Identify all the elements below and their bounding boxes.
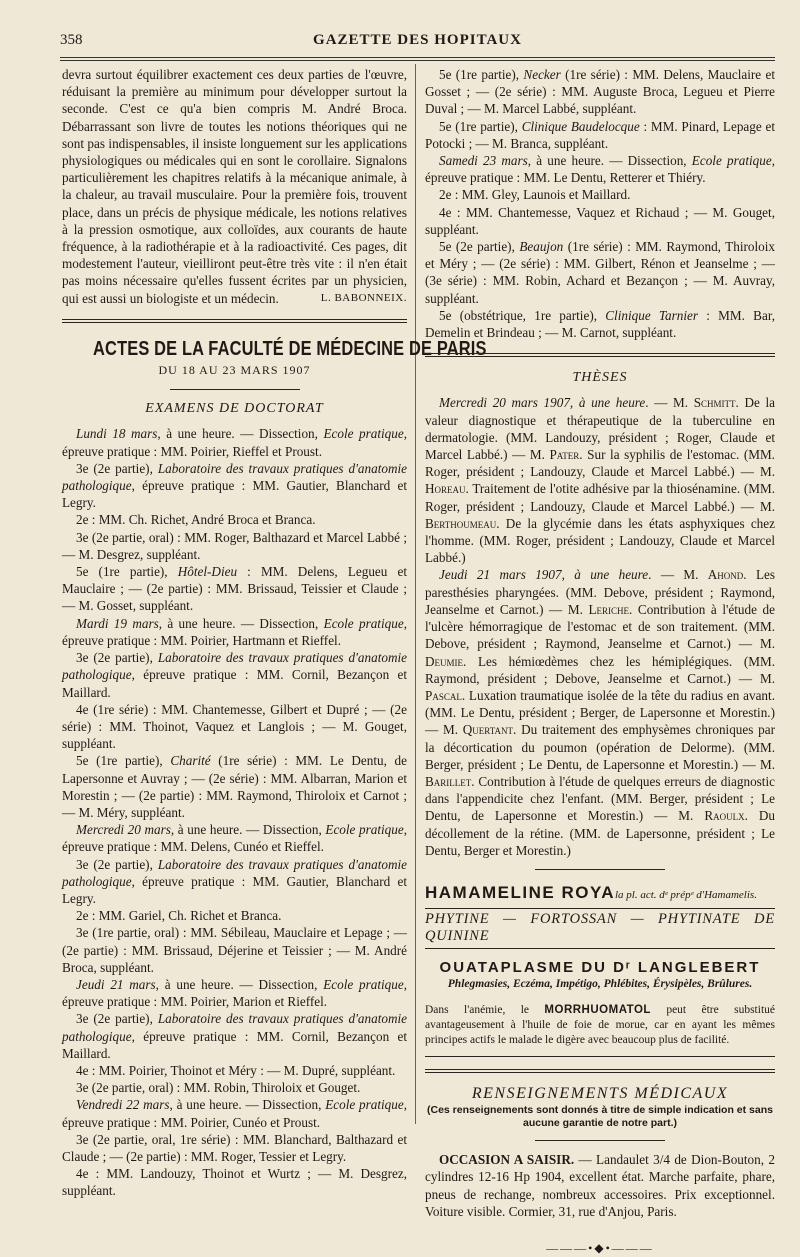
fleuron-ornament: ———•◆•——— [546, 1240, 654, 1255]
exam-entry [62, 752, 407, 821]
classified-text: — Landaulet 3/4 de Dion-Bouton, 2 cylindres 12-16 Hp 1904, excellent état. Marche parfaite, phare, pneus de rechange, nombreux accessoires. Prix exceptionnel. Voiture visible. Cormier, 31, rue d'Anjou, Paris. [425, 1152, 775, 1219]
text-run: Barillet [425, 773, 472, 789]
text-run: Laboratoire des travaux pratiques d'anatomie pathologique [62, 856, 407, 889]
classified-label: OCCASION A SAISIR. [439, 1152, 575, 1168]
text-run: . — M. [645, 395, 694, 411]
text-run: Mercredi 20 mars [76, 822, 171, 838]
text-run: , à une heure. — Dissection, [155, 976, 324, 992]
text-run: Quertant [462, 722, 514, 738]
thesis-entry [425, 394, 775, 566]
text-run: Ecole pratique [325, 1097, 404, 1113]
acts-dates: DU 18 AU 23 MARS 1907 [158, 363, 311, 378]
exam-entry [62, 856, 407, 908]
text-run: . Les hémiœdèmes chez les hémiplégiques. (MM. Raymond, président ; Debove, Jeanselme et Carnot.) — M. [425, 653, 775, 686]
text-run: , épreuve pratique : MM. Le Dentu, Retterer et Thiéry. [425, 153, 775, 186]
review-paragraph [62, 66, 407, 307]
short-rule [535, 1140, 665, 1141]
theses-list [425, 394, 775, 858]
exam-entry [425, 66, 775, 118]
exams-list-continued [425, 66, 775, 341]
exam-entry [62, 460, 407, 512]
text-run: Pascal [425, 687, 462, 703]
exam-entry [62, 1062, 407, 1079]
text-run: 4e : MM. Chantemesse, Vaquez et Richaud ; — M. Gouget, suppléant. [425, 204, 775, 237]
journal-title: GAZETTE DES HOPITAUX [313, 32, 522, 48]
text-run: 3e (2e partie), [76, 1011, 158, 1027]
text-run: , à une heure. — Dissection, [157, 426, 324, 442]
short-rule [535, 869, 665, 870]
exam-entry [62, 563, 407, 615]
text-run: Ecole pratique [325, 822, 404, 838]
text-run: , à une heure. — Dissection, [170, 822, 326, 838]
section-rule [62, 319, 407, 323]
text-run: . Du traitement des emphysèmes chroniques par la décortication du poumon (opération de Delorme). (MM. Berger, président ; Le Dentu, de Lapersonne et Morestin.) — M. [425, 722, 775, 772]
right-column [425, 66, 775, 1257]
text-run: . Sur la syphilis de l'estomac. (MM. Roger, président ; Landouzy, Claude et Marcel Labbé.) — M. [425, 447, 775, 480]
text-run: Berthoumeau [425, 515, 497, 531]
text-run: Pater [549, 447, 580, 463]
text-run: . Les paresthésies pharyngées. (MM. Debove, président ; Raymond, Jeanselme et Carnot.) — M. [425, 567, 775, 617]
text-run: , épreuve pratique : MM. Gautier, Blanchard et Legry. [62, 873, 407, 906]
text-run: Samedi 23 mars [439, 153, 528, 169]
text-run: , épreuve pratique : MM. Cornil, Bezançon et Maillard. [62, 1028, 407, 1061]
text-run: 3e (2e partie, oral) : MM. Roger, Balthazard et Marcel Labbé ; — M. Desgrez, suppléant. [62, 529, 407, 562]
text-run: . De la glycémie dans les états asphyxiques chez l'homme. (MM. Roger, président ; Landouzy, Claude et Marcel Labbé.) [425, 515, 775, 566]
exams-list [62, 425, 407, 1199]
text-run: Hôtel-Dieu [177, 564, 238, 580]
acts-title: ACTES DE LA FACULTÉ DE MÉDECINE DE PARIS [93, 337, 487, 360]
text-run: . — M. [648, 567, 708, 583]
short-rule [170, 389, 300, 390]
text-run: , épreuve pratique : MM. Delens, Cunéo et Rieffel. [62, 822, 407, 855]
text-run: Clinique Tarnier [605, 307, 699, 323]
text-run: 3e (2e partie), [76, 650, 158, 666]
text-run: Mardi 19 mars [76, 615, 159, 631]
exams-title: EXAMENS DE DOCTORAT [145, 401, 324, 417]
text-run: . De la valeur diagnostique et thérapeutique de la tuberculine en dermatologie. (MM. Landouzy, président ; Roger, Claude et Marcel Labbé.) — M. [425, 395, 775, 463]
ouataplasme-uses: Phlegmasies, Eczéma, Impétigo, Phlébites, Érysipèles, Brûlures. [447, 977, 753, 990]
text-run: 3e (2e partie, oral, 1re série) : MM. Blanchard, Balthazard et Claude ; — (2e partie) : MM. Roger, Tessier et Legry. [62, 1131, 407, 1164]
text-run: 3e (2e partie), [76, 460, 158, 476]
text-run: 3e (2e partie), [76, 856, 158, 872]
exam-entry [62, 1096, 407, 1130]
text-run: 2e : MM. Gley, Launois et Maillard. [439, 187, 631, 203]
text-run: 4e (1re série) : MM. Chantemesse, Gilbert et Dupré ; — (2e série) : MM. Thoinot, Vaquez et Langlois ; — M. Gouget, suppléant. [62, 701, 407, 752]
text-run: : MM. Bar, Demelin et Brindeau ; — M. Carnot, suppléant. [425, 307, 775, 341]
text-run: . Contribution à l'étude de quelques erreurs de diagnostic dans l'appendicite chez l'enfant. (MM. Berger, président ; Le Dentu, de Lapersonne et Morestin.) — M. [425, 773, 775, 824]
text-run: . Contribution à l'étude de l'ulcère hémorragique de l'estomac et de son traitement. (MM. Debove, président ; Raymond, Jeanselme et Carnot.) — M. [425, 601, 775, 652]
text-run: Ecole pratique [323, 426, 404, 442]
morrhuomatol-brand: MORRHUOMATOL [544, 1003, 651, 1016]
text-run: . Du décollement de la rétine. (MM. de Lapersonne, président ; Le Dentu, Berger et Morestin.) [425, 808, 775, 858]
text-run: 4e : MM. Landouzy, Thoinot et Wurtz ; — M. Desgrez, suppléant. [62, 1166, 407, 1199]
text-run: Jeudi 21 mars [76, 976, 156, 992]
text-run: 5e (1re partie), [439, 118, 522, 134]
text-run: (1re série) : MM. Raymond, Thiroloix et Méry ; — (2e série) : MM. Gilbert, Rénon et Jeanselme ; — (3e série) : MM. Robin, Achard et Bezançon ; — M. Auvray, suppléant. [425, 239, 775, 306]
text-run: Charité [170, 753, 211, 769]
text-run: 5e (1re partie), [76, 564, 178, 580]
text-run: Laboratoire des travaux pratiques d'anatomie pathologique [62, 650, 407, 683]
header-rule [60, 57, 775, 61]
exam-entry [425, 118, 775, 152]
text-run: 5e (1re partie), [76, 753, 171, 769]
text-run: , épreuve pratique : MM. Cornil, Bezançon et Maillard. [62, 667, 407, 700]
exam-entry [425, 307, 775, 341]
exam-entry [62, 511, 407, 528]
text-run: , épreuve pratique : MM. Poirier, Hartmann et Rieffel. [62, 615, 407, 648]
page-header [60, 30, 775, 56]
hamameline-desc: la pl. act. dᵉ prépᵉ d'Hamamelis. [615, 888, 757, 901]
text-run: , à une heure. — Dissection, [527, 153, 692, 169]
text-run: 2e : MM. Ch. Richet, André Broca et Branca. [76, 512, 316, 528]
text-run: . Traitement de l'otite adhésive par la thiosénamine. (MM. Roger, président ; Landouzy, Claude et Marcel Labbé.) — M. [425, 481, 775, 514]
exam-entry [62, 615, 407, 649]
text-run: Ecole pratique [323, 976, 404, 992]
text-run: Ecole pratique [691, 153, 772, 169]
text-run: . Luxation traumatique isolée de la tête du radius en avant. (MM. Le Dentu, président ; Berger, de Lapersonne et Morestin.) — M. [425, 687, 775, 738]
text-run: 3e (2e partie, oral) : MM. Robin, Thiroloix et Gouget. [76, 1080, 361, 1096]
hamameline-brand: HAMAMELINE ROYA [425, 882, 615, 902]
exam-entry [62, 529, 407, 563]
text-run: Lundi 18 mars [76, 426, 158, 442]
text-run: Mercredi 20 mars 1907, à une heure [439, 395, 646, 411]
section-rule [425, 353, 775, 357]
text-run: , épreuve pratique : MM. Poirier, Rieffel et Proust. [62, 426, 407, 459]
exam-entry [62, 1079, 407, 1096]
section-rule [425, 1069, 775, 1073]
text-run: , épreuve pratique : MM. Poirier, Marion et Rieffel. [62, 976, 407, 1010]
phytine-ad: PHYTINE — FORTOSSAN — PHYTINATE DE QUININE [425, 908, 775, 948]
morrhuomatol-text-a: Dans l'anémie, le [425, 1003, 545, 1016]
text-run: Necker [523, 67, 561, 82]
exam-entry [62, 425, 407, 459]
exam-entry [62, 821, 407, 855]
theses-title: THÈSES [572, 370, 628, 386]
text-run: 4e : MM. Poirier, Thoinot et Méry : — M. Dupré, suppléant. [76, 1062, 396, 1078]
text-run: (1re série) : MM. Le Dentu, de Lapersonne et Auvray ; — (2e série) : MM. Albarran, Marion et Morestin ; — (2e partie) : MM. Raymond, Thiroloix et Carnot ; — M. Méry, suppléant. [62, 753, 407, 820]
review-signature: L. BABONNEIX. [320, 291, 407, 304]
text-run: : MM. Pinard, Lepage et Potocki ; — M. Branca, suppléant. [425, 118, 775, 151]
morrhuomatol-text-b: peut être substitué avantageusement à l'huile de foie de morue, car en ayant les mêmes principes actifs le malade le digère avec beaucoup plus de facilité. [425, 1003, 775, 1046]
exam-entry [425, 238, 775, 307]
exam-entry [425, 152, 775, 186]
exam-entry [425, 186, 775, 203]
text-run: Deumie [425, 653, 464, 669]
morrhuomatol-ad [425, 1003, 775, 1057]
text-run: (1re série) : MM. Delens, Mauclaire et Gosset ; — (2e série) : MM. Auguste Broca, Legueu et Pierre Duval ; — M. Marcel Labbé, suppléant. [425, 67, 775, 117]
text-run: , épreuve pratique : MM. Gautier, Blanchard et Legry. [62, 478, 407, 511]
text-run: , à une heure. — Dissection, [158, 615, 324, 631]
text-run: Laboratoire des travaux pratiques d'anatomie pathologique [62, 1011, 407, 1044]
text-run: Ecole pratique [323, 615, 404, 631]
hamameline-ad [425, 884, 775, 904]
exam-entry [62, 1010, 407, 1062]
text-run: , à une heure. — Dissection, [169, 1097, 326, 1113]
text-run: Beaujon [519, 239, 564, 255]
text-run: Clinique Baudelocque [521, 118, 640, 134]
page-number: 358 [60, 32, 83, 48]
text-run: Horeau [425, 481, 466, 497]
review-text: devra surtout équilibrer exactement ces deux parties de l'œuvre, réduisant la première au minimum pour développer surtout la seconde. C'est ce qu'a bien compris M. André Broca. Débarrassant son livre de toutes les notions théoriques qui ne sont pas indispensables, il insiste longuement sur les applications physiologiques ou médicales qui en sont le corollaire. Signalons particulièrement les chapitres relatifs à la mécanique animale, à la chaleur, au travail musculaire. Pour la première fois, trouvent place, dans un précis de physique médicale, les notions relatives à la pression osmotique, aux colloïdes, aux courants de haute fréquence, à la radiothérapie et à la radioactivité. Ces pages, dit modestement l'auteur, vieilliront peut-être très vite : il n'en était pas moins nécessaire qu'elles fussent écrites par un physicien, qui est aussi un biologiste et un médecin. [62, 67, 407, 306]
exam-entry [62, 701, 407, 753]
text-run: : MM. Delens, Legueu et Mauclaire ; — (2e partie) : MM. Brissaud, Teissier et Claude ; — M. Gosset, suppléant. [62, 564, 408, 614]
ouataplasme-brand: OUATAPLASME DU Dʳ LANGLEBERT [439, 958, 761, 976]
exam-entry [62, 924, 407, 976]
text-run: Jeudi 21 mars 1907, à une heure [439, 567, 649, 583]
exam-entry [62, 976, 407, 1010]
text-run: 3e (1re partie, oral) : MM. Sébileau, Mauclaire et Lepage ; — (2e partie) : MM. Brissaud, Déjerine et Teissier ; — M. André Broca, suppléant. [62, 925, 407, 975]
column-divider [415, 64, 416, 1124]
text-run: Raoulx [704, 808, 745, 824]
renseignements-title: RENSEIGNEMENTS MÉDICAUX [471, 1084, 729, 1102]
exam-entry [62, 907, 407, 924]
exam-entry [425, 204, 775, 238]
text-run: Schmitt [693, 395, 736, 411]
text-run: , épreuve pratique : MM. Poirier, Cunéo et Proust. [62, 1097, 407, 1130]
thesis-entry [425, 566, 775, 858]
text-run: 5e (1re partie), [439, 67, 524, 82]
renseignements-note: (Ces renseignements sont donnés à titre de simple indication et sans aucune garantie de notre part.) [426, 1104, 773, 1130]
text-run: Leriche [588, 601, 630, 617]
classified-ad [425, 1151, 775, 1220]
exam-entry [62, 1131, 407, 1165]
text-run: 5e (2e partie), [439, 239, 520, 255]
text-run: Laboratoire des travaux pratiques d'anatomie pathologique [62, 460, 407, 494]
exam-entry [62, 1165, 407, 1199]
text-run: Ahond [707, 567, 744, 583]
text-run: 2e : MM. Gariel, Ch. Richet et Branca. [76, 908, 282, 924]
text-run: Vendredi 22 mars [76, 1097, 170, 1113]
exam-entry [62, 649, 407, 701]
text-run: 5e (obstétrique, 1re partie), [439, 307, 606, 323]
